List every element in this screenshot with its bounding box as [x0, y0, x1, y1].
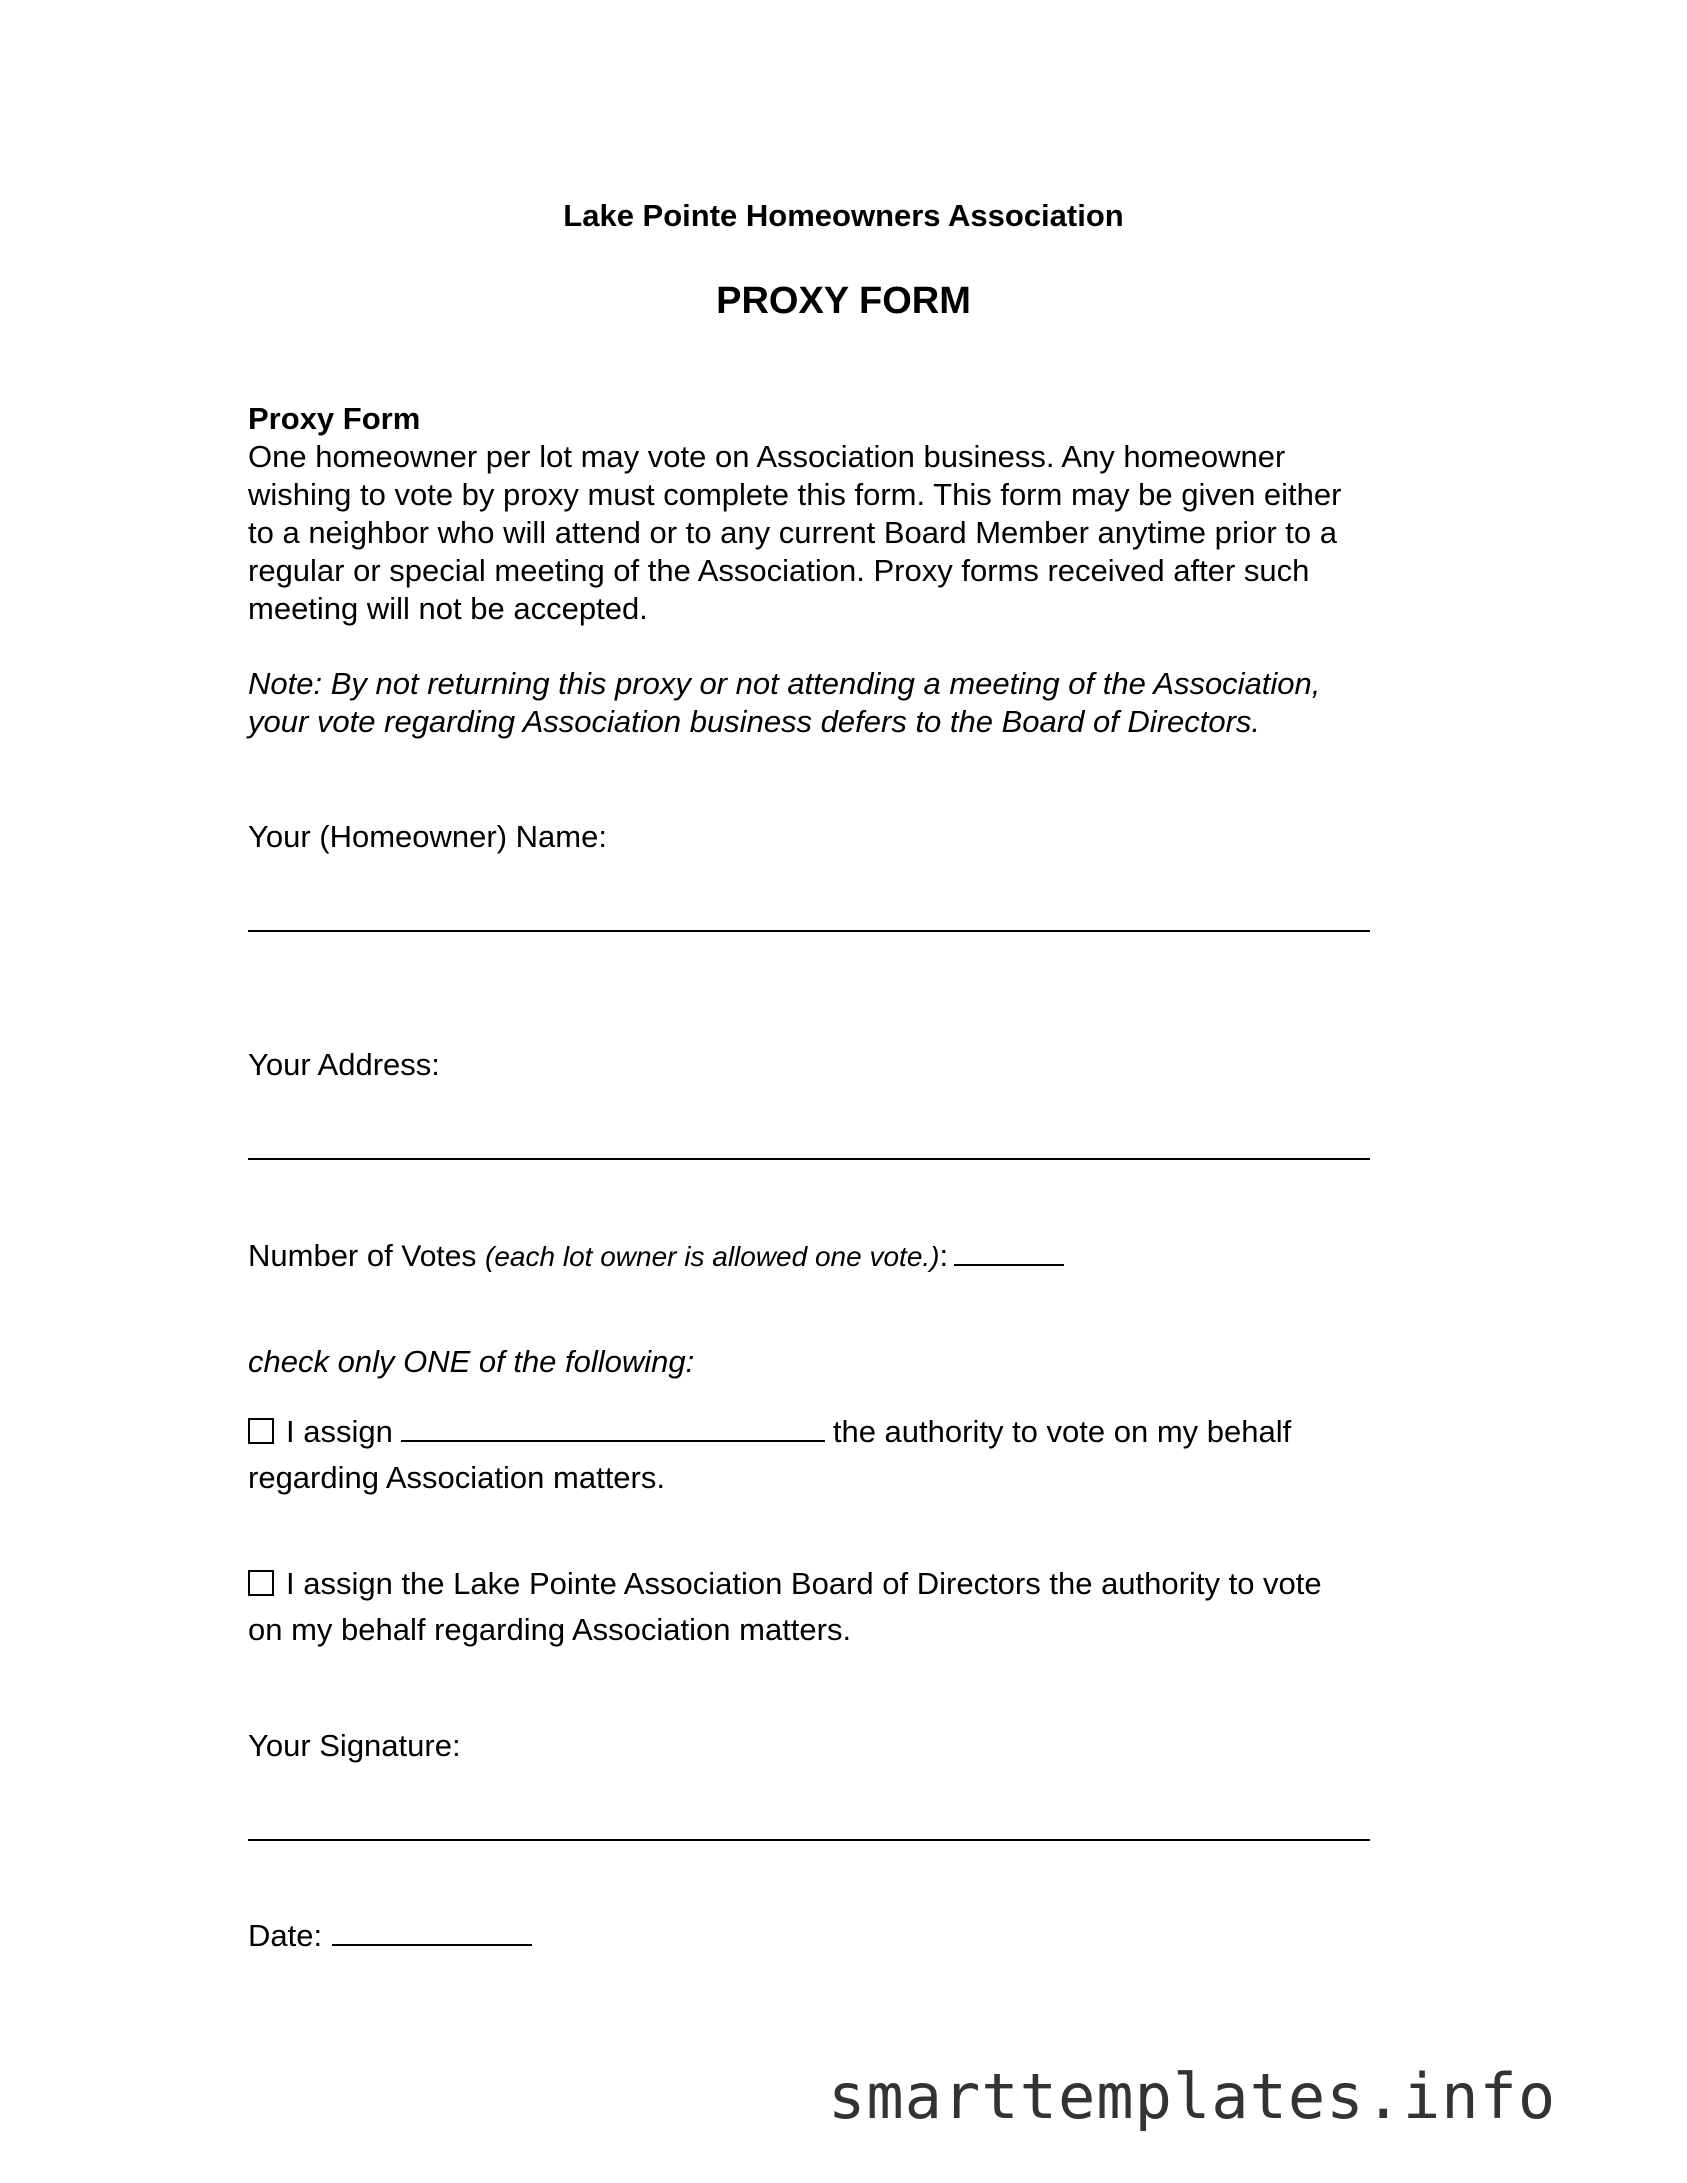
- proxy-option-individual: [248, 1409, 1448, 1501]
- note-line: your vote regarding Association business defers to the Board of Directors.: [248, 704, 1261, 739]
- date-row: [248, 1916, 532, 1955]
- number-of-votes-row: [248, 1236, 1064, 1276]
- section-heading: Proxy Form: [248, 401, 421, 436]
- note-line: Note: By not returning this proxy or not attending a meeting of the Association,: [248, 666, 1321, 701]
- votes-prefix: Number of: [248, 1238, 402, 1273]
- homeowner-name-field[interactable]: [248, 930, 1370, 932]
- option-board-line1: I assign the Lake Pointe Association Board of Directors the authority to vote: [286, 1566, 1322, 1601]
- signature-label: Your Signature:: [248, 1728, 461, 1763]
- option-board-checkbox[interactable]: [248, 1570, 274, 1596]
- address-field[interactable]: [248, 1158, 1370, 1160]
- form-title: PROXY FORM: [716, 280, 971, 322]
- votes-hint: (each lot owner is allowed one vote.): [485, 1241, 940, 1272]
- votes-word: Votes: [401, 1240, 477, 1273]
- intro-line: wishing to vote by proxy must complete this form. This form may be given either: [248, 477, 1342, 512]
- number-of-votes-field[interactable]: [954, 1236, 1064, 1266]
- organization-title: Lake Pointe Homeowners Association: [563, 198, 1124, 233]
- option-individual-line2: regarding Association matters.: [248, 1460, 665, 1495]
- homeowner-name-label: Your (Homeowner) Name:: [248, 819, 607, 854]
- intro-line: to a neighbor who will attend or to any current Board Member anytime prior to a: [248, 515, 1337, 550]
- address-label: Your Address:: [248, 1047, 440, 1082]
- signature-field[interactable]: [248, 1839, 1370, 1841]
- votes-suffix: :: [939, 1238, 949, 1273]
- intro-line: meeting will not be accepted.: [248, 591, 648, 626]
- check-instruction: check only ONE of the following:: [248, 1344, 695, 1379]
- intro-line: regular or special meeting of the Association. Proxy forms received after such: [248, 553, 1310, 588]
- option-individual-text-after: the authority to vote on my behalf: [832, 1414, 1292, 1449]
- date-label: Date:: [248, 1918, 323, 1953]
- proxy-option-board: [248, 1561, 1448, 1653]
- proxy-assignee-field[interactable]: [401, 1412, 825, 1442]
- watermark: smarttemplates.info: [828, 2060, 1557, 2133]
- option-board-line2: on my behalf regarding Association matters.: [248, 1612, 852, 1647]
- intro-line: One homeowner per lot may vote on Association business. Any homeowner: [248, 439, 1286, 474]
- option-line: [248, 1561, 1448, 1607]
- option-line: [248, 1409, 1448, 1455]
- option-individual-text-before: I assign: [286, 1414, 393, 1449]
- date-field[interactable]: [332, 1916, 532, 1946]
- intro-paragraph: [248, 438, 1448, 628]
- option-individual-checkbox[interactable]: [248, 1418, 274, 1444]
- note-paragraph: [248, 665, 1448, 741]
